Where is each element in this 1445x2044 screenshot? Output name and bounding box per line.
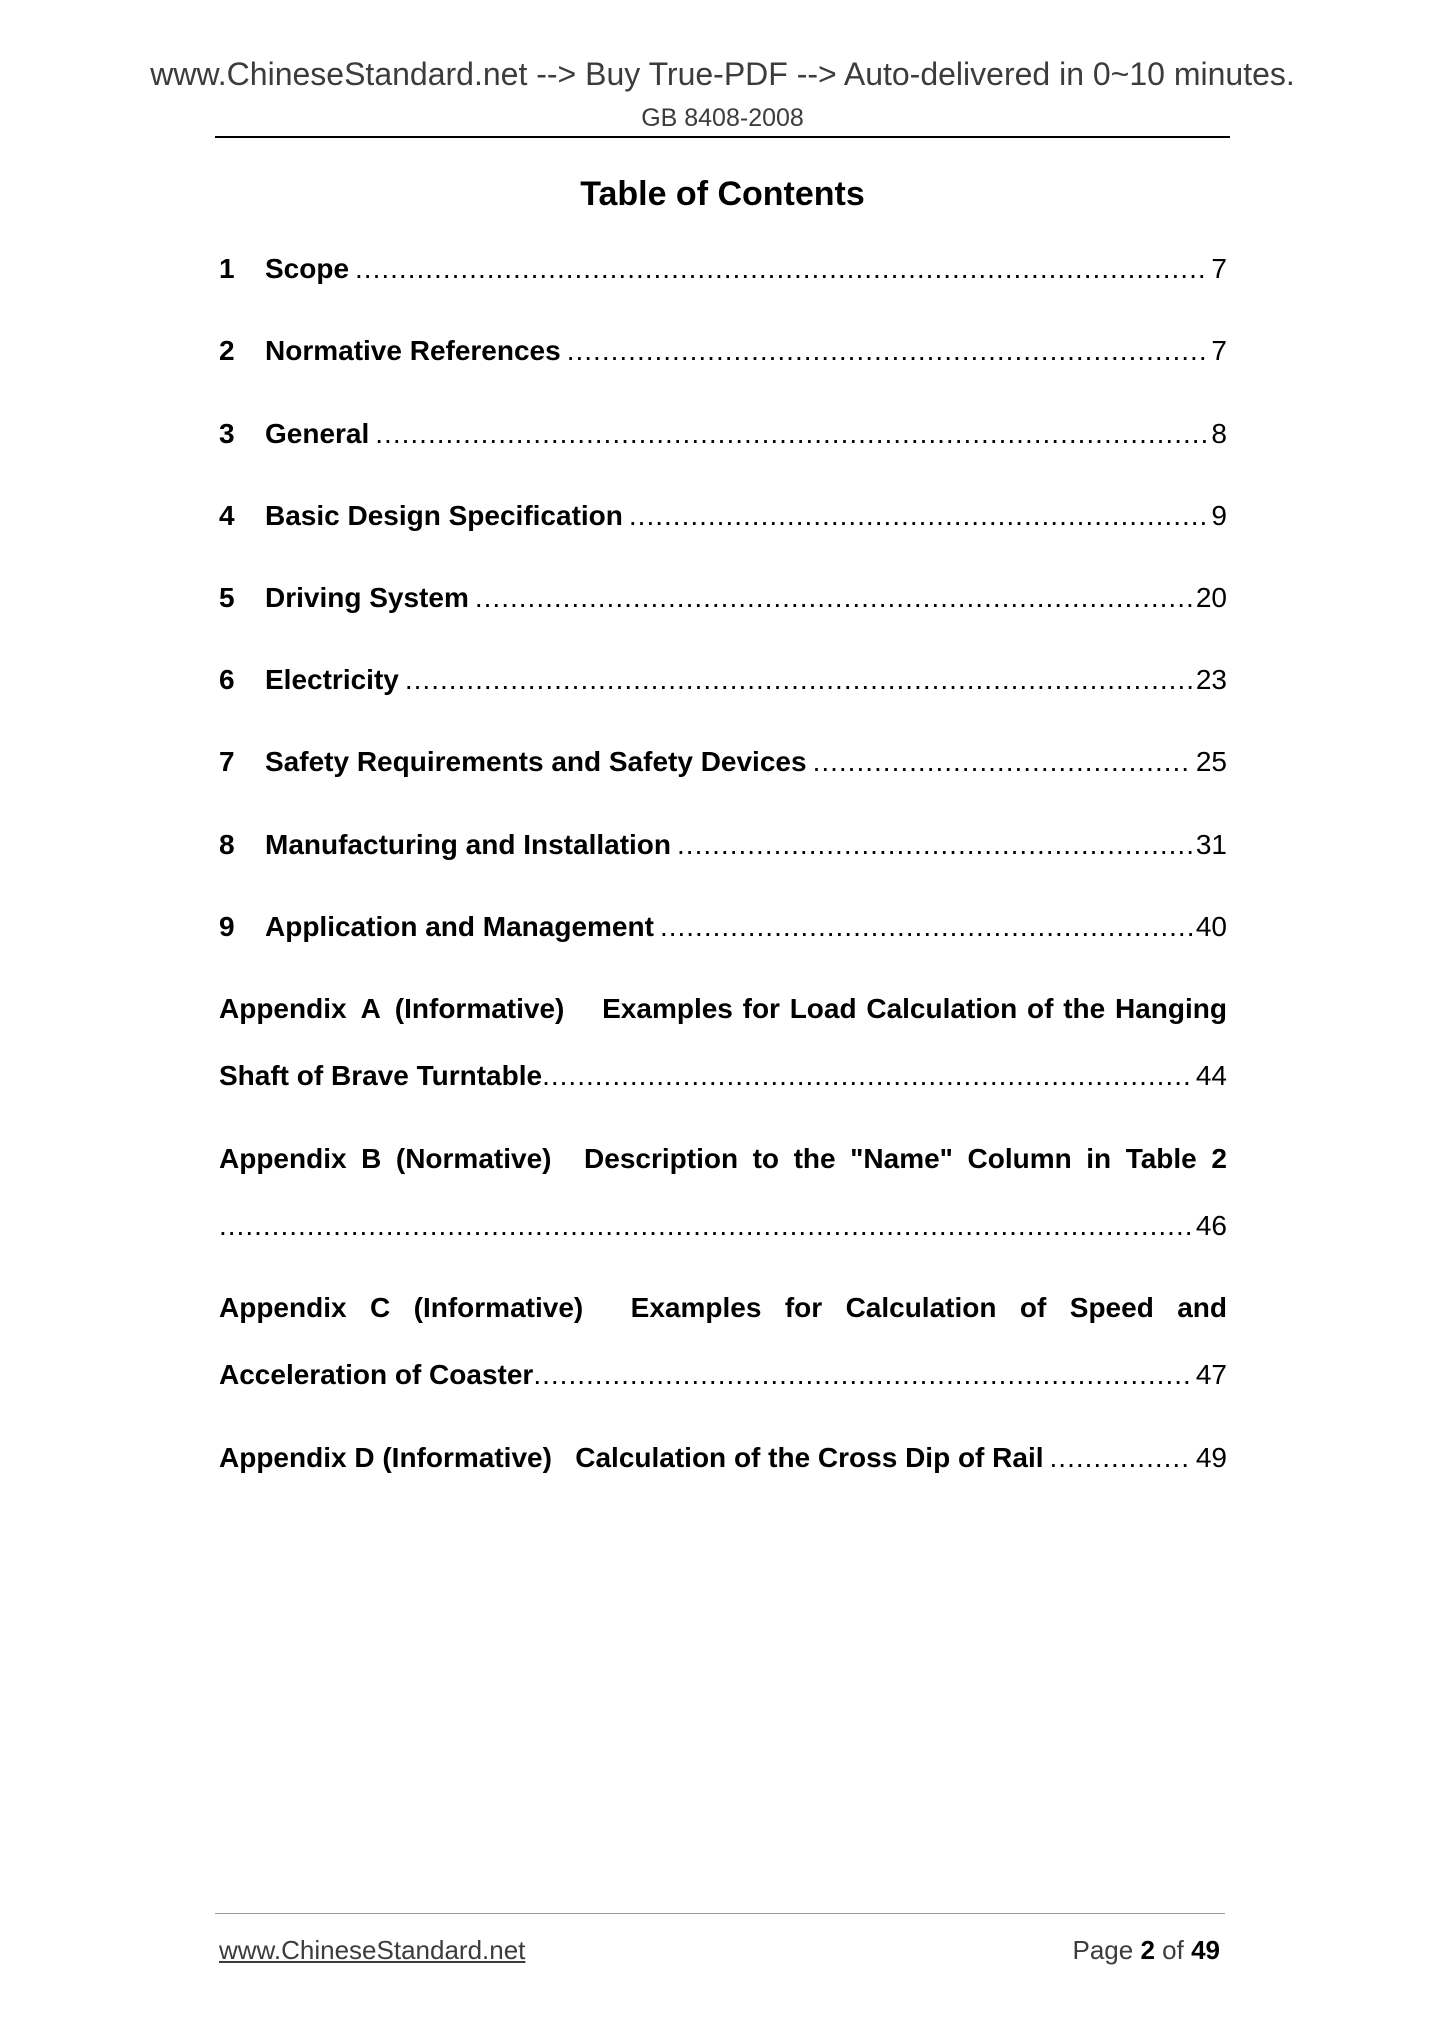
appendix-word: the [793, 1143, 836, 1174]
site-banner: www.ChineseStandard.net --> Buy True-PDF --> Auto-delivered in 0~10 minutes. [150, 56, 1295, 92]
appendix-word: the [1063, 993, 1106, 1024]
toc-appendix-c-continuation[interactable] [219, 1358, 1227, 1392]
toc-appendix-b-heading[interactable] [219, 1142, 1227, 1176]
appendix-word: of [1019, 1292, 1047, 1323]
toc-entry-6[interactable] [219, 663, 1227, 697]
toc-entry-label: Appendix D (Informative) Calculation of the Cross Dip of Rail [219, 1442, 1044, 1473]
toc-entry-number: 6 [219, 664, 235, 695]
page-prefix: Page [1072, 1935, 1134, 1965]
appendix-word: Description [584, 1143, 739, 1174]
appendix-word: B [361, 1143, 382, 1174]
leader-dots [475, 581, 1192, 615]
toc-entry-page: 31 [1195, 829, 1227, 860]
page-indicator [1072, 1935, 1220, 1966]
toc-entry-page: 8 [1211, 418, 1227, 449]
toc-entry-7[interactable] [219, 745, 1227, 779]
appendix-word: Appendix [219, 993, 347, 1024]
toc-entry-number: 4 [219, 500, 235, 531]
leader-dots [533, 1358, 1192, 1392]
appendix-word: Calculation [866, 993, 1018, 1024]
toc-entry-8[interactable] [219, 828, 1227, 862]
appendix-word: Appendix [219, 1292, 347, 1323]
toc-appendix-d[interactable] [219, 1441, 1227, 1475]
appendix-word: in [1086, 1143, 1112, 1174]
toc-entry-label: Electricity [265, 664, 399, 695]
toc-entry-page: 46 [1195, 1210, 1227, 1241]
leader-dots [375, 417, 1207, 451]
toc-entry-label: Basic Design Specification [265, 500, 623, 531]
appendix-word: (Informative) [394, 993, 565, 1024]
toc-entry-label: Scope [265, 253, 350, 284]
appendix-word: "Name" [850, 1143, 953, 1174]
appendix-word: Calculation [845, 1292, 997, 1323]
toc-entry-number: 3 [219, 418, 235, 449]
toc-entry-9[interactable] [219, 910, 1227, 944]
appendix-word: for [742, 993, 780, 1024]
appendix-word: C [369, 1292, 391, 1323]
toc-entry-5[interactable] [219, 581, 1227, 615]
appendix-a-label-group [219, 992, 564, 1026]
toc-entry-page: 7 [1211, 335, 1227, 366]
toc-entry-number: 2 [219, 335, 235, 366]
toc-entry-1[interactable] [219, 252, 1227, 286]
appendix-word: to [752, 1143, 780, 1174]
leader-dots [629, 499, 1208, 533]
toc-entry-number: 7 [219, 746, 235, 777]
appendix-word: of [1027, 993, 1054, 1024]
leader-dots [405, 663, 1192, 697]
appendix-word: and [1177, 1292, 1227, 1323]
page-current: 2 [1140, 1935, 1155, 1965]
appendix-word: Speed [1069, 1292, 1154, 1323]
appendix-word: for [784, 1292, 823, 1323]
toc-entry-page: 23 [1195, 664, 1227, 695]
appendix-word: 2 [1211, 1143, 1227, 1174]
document-id: GB 8408-2008 [641, 104, 804, 132]
header-divider [215, 136, 1230, 138]
toc-entry-4[interactable] [219, 499, 1227, 533]
appendix-word: (Informative) [413, 1292, 584, 1323]
toc-entry-label: Normative References [265, 335, 561, 366]
page-of: of [1162, 1935, 1184, 1965]
toc-entry-page: 44 [1195, 1060, 1227, 1091]
toc-entry-label: Application and Management [265, 911, 654, 942]
toc-entry-page: 20 [1195, 582, 1227, 613]
footer-site-link[interactable]: www.ChineseStandard.net [219, 1935, 526, 1965]
appendix-word: (Normative) [395, 1143, 552, 1174]
toc-entry-2[interactable] [219, 334, 1227, 368]
toc-entry-label: Safety Requirements and Safety Devices [265, 746, 807, 777]
appendix-word: A [360, 993, 381, 1024]
toc-entry-page: 7 [1211, 253, 1227, 284]
toc-entry-3[interactable] [219, 417, 1227, 451]
appendix-word: Examples [602, 993, 733, 1024]
toc-entry-number: 5 [219, 582, 235, 613]
appendix-word: Hanging [1114, 993, 1227, 1024]
leader-dots [542, 1059, 1192, 1093]
toc-entry-label: Shaft of Brave Turntable [219, 1060, 543, 1091]
page-total: 49 [1191, 1935, 1220, 1965]
appendix-word: Table [1125, 1143, 1197, 1174]
toc-entry-page: 49 [1195, 1442, 1227, 1473]
appendix-word: Appendix [219, 1143, 347, 1174]
appendix-word: Load [789, 993, 857, 1024]
leader-dots [1050, 1441, 1192, 1475]
footer-divider [215, 1913, 1225, 1914]
toc-entry-page: 47 [1195, 1359, 1227, 1390]
toc-entry-label: Driving System [265, 582, 469, 613]
leader-dots [660, 910, 1192, 944]
toc-title: Table of Contents [580, 175, 865, 213]
appendix-word: Examples [630, 1292, 762, 1323]
toc-entry-number: 8 [219, 829, 235, 860]
leader-dots [677, 828, 1192, 862]
toc-entry-number: 1 [219, 253, 235, 284]
toc-entry-label: Manufacturing and Installation [265, 829, 672, 860]
leader-dots [355, 252, 1207, 286]
toc-entry-page: 25 [1195, 746, 1227, 777]
leader-dots [567, 334, 1208, 368]
toc-appendix-b-continuation[interactable] [219, 1209, 1227, 1243]
toc-entry-page: 9 [1211, 500, 1227, 531]
toc-entry-number: 9 [219, 911, 235, 942]
toc-entry-label: General [265, 418, 370, 449]
leader-dots [219, 1209, 1192, 1243]
leader-dots [813, 745, 1192, 779]
toc-appendix-c-heading[interactable] [219, 1291, 1227, 1325]
appendix-word: Column [967, 1143, 1072, 1174]
toc-appendix-a-continuation[interactable] [219, 1059, 1227, 1093]
toc-appendix-a-heading[interactable] [219, 992, 1227, 1026]
toc-entry-label: Acceleration of Coaster [219, 1359, 534, 1390]
toc-entry-page: 40 [1195, 911, 1227, 942]
